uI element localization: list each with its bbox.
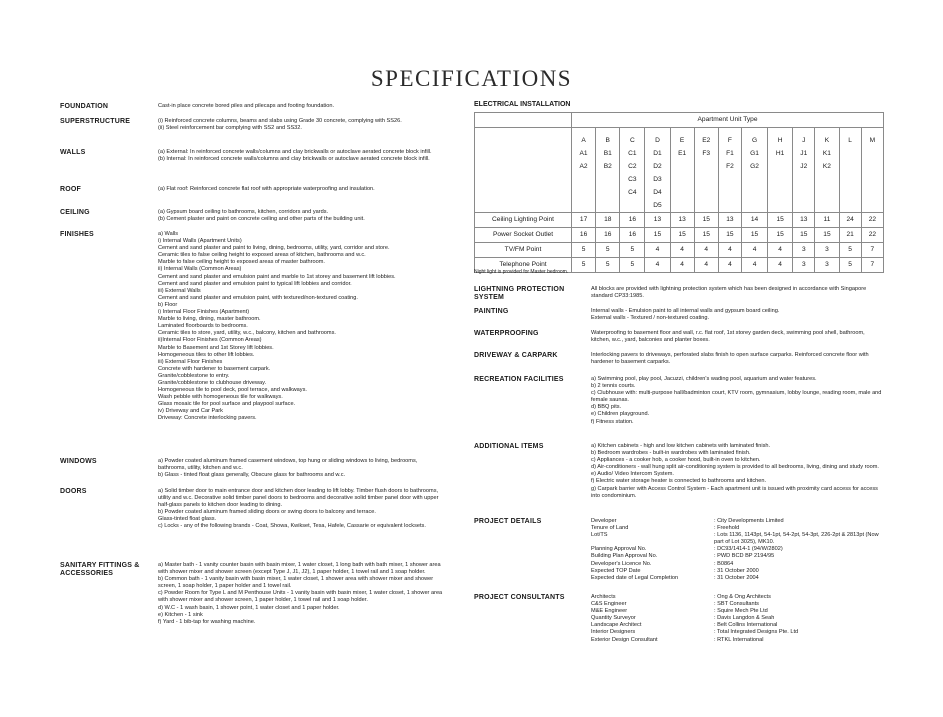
table-cell: 5 [596, 243, 620, 258]
unit-type-label: G2 [750, 163, 759, 170]
finish-line: Granite/cobblestone to entry. [158, 372, 230, 379]
table-cell: 15 [768, 213, 793, 228]
finish-line: Marble to false ceiling height to exposed areas of master bathroom. [158, 259, 325, 266]
unit-type-label: J2 [800, 163, 808, 170]
unit-type-label: F2 [726, 163, 734, 170]
unit-type-label: F3 [702, 150, 711, 157]
electrical-table [474, 112, 884, 273]
unit-type-cell [768, 128, 793, 213]
section-body [158, 231, 446, 423]
detail-key: Building Plan Approval No. [591, 553, 658, 560]
detail-key: C&S Engineer [591, 601, 627, 608]
table-cell: 14 [742, 213, 768, 228]
section-body: a) Master bath - 1 vanity counter basin with basin mixer, 1 water closet, 1 long bath with bath mixer, 1 shower area with shower mixer and shower screen (except Type J, J1, J2), 1 paper holder, 1 towel rail and 1 soap holder. b) Common bath - 1 vanity basin with basin mixer, 1 water closet, 1 shower area with shower mixer and shower screen, 1 soap holder, 1 paper holder and 1 towel rail. c) Powder Room for Type L and M Penthouse Units - 1 vanity basin with basin mixer, 1 water closet, 1 shower area with shower mixer and shower screen, 1 paper holder, 1 towel rail and 1 soap holder. d) W.C - 1 wash basin, 1 shower point, 1 water closet and 1 paper holder. e) Kitchen - 1 sink f) Yard - 1 bib-tap for washing machine. [158, 562, 443, 625]
detail-value: : Total Integrated Designs Pte. Ltd [714, 629, 799, 636]
section-label: WALLS [60, 149, 86, 156]
section-body [591, 594, 884, 644]
table-cell: 4 [694, 258, 718, 273]
detail-row [591, 561, 884, 568]
section-label: WINDOWS [60, 458, 97, 465]
unit-type-label: L [848, 137, 852, 144]
unit-type-label: D1 [653, 150, 662, 157]
section-body: (a) Flat roof: Reinforced concrete flat roof with appropriate waterproofing and insulation. [158, 186, 375, 192]
table-cell: 15 [694, 213, 718, 228]
section-body: Internal walls - Emulsion paint to all internal walls and gypsum board ceiling. External walls - Textured / non-textured coating. [591, 308, 780, 322]
detail-row [591, 594, 884, 601]
detail-row [591, 568, 884, 575]
section-label: LIGHTNING PROTECTION SYSTEM [474, 286, 565, 301]
finish-line: i) Internal Walls (Apartment Units) [158, 238, 242, 245]
unit-type-label: J1 [800, 150, 808, 157]
detail-key: Expected date of Legal Completion [591, 574, 679, 581]
detail-row [591, 553, 884, 560]
finish-line: b) Floor [158, 301, 178, 308]
unit-type-cell [815, 128, 839, 213]
detail-row [591, 622, 884, 629]
detail-key: Exterior Design Consultant [591, 636, 658, 643]
table-cell: 15 [670, 228, 694, 243]
detail-row [591, 546, 884, 553]
finish-line: iii) External Walls [158, 287, 201, 294]
unit-type-cell [793, 128, 815, 213]
unit-type-label: C [629, 137, 635, 144]
unit-type-label: K2 [822, 163, 831, 170]
detail-value: : Freehold [714, 525, 740, 532]
table-cell: 15 [768, 228, 793, 243]
finish-line: Cement and sand plaster and emulsion paint to typical lift lobbies and corridor. [158, 280, 352, 287]
row-label: Ceiling Lighting Point [475, 213, 572, 228]
section-body: a) Powder coated aluminum framed casement windows, top hung or sliding windows to living, bedrooms, bathrooms, utility, kitchen and w.c. b) Glass - tinted float glass generally, Obscure glass for bathrooms and w.c. [158, 458, 418, 479]
table-cell: 4 [694, 243, 718, 258]
finish-line: Glass mosaic tile for pool surface and playpool surface. [158, 401, 296, 408]
table-cell: 3 [815, 258, 839, 273]
detail-key: Tenure of Land [591, 525, 629, 532]
detail-row [591, 601, 884, 608]
table-cell: 5 [620, 258, 645, 273]
table-row [475, 243, 884, 258]
table-cell: 13 [645, 213, 670, 228]
table-row [475, 213, 884, 228]
section-body: (a) Gypsum board ceiling to bathrooms, kitchen, corridors and yards. (b) Cement plaster and paint on concrete ceiling and other parts of the building unit. [158, 209, 365, 223]
finish-line: Homogeneous tile to pool deck, pool terrace, and walkways. [158, 387, 307, 394]
electrical-note: Night light is provided for Master bedroom. [474, 269, 569, 275]
detail-value: : B0864 [714, 560, 734, 567]
row-label: Power Socket Outlet [475, 228, 572, 243]
unit-type-label: A1 [579, 150, 588, 157]
table-cell: 13 [718, 213, 741, 228]
section-body: Cast-in place concrete bored piles and pilecaps and footing foundation. [158, 103, 335, 109]
finish-line: Cement and sand plaster and emulsion paint and marble to 1st storey and basement lift lobbies. [158, 273, 396, 280]
unit-type-label: D [655, 137, 660, 144]
unit-type-label: H1 [775, 150, 785, 157]
detail-value: : Squire Mech Pte Ltd [714, 608, 768, 615]
finish-line: ii) Internal Walls (Common Areas) [158, 266, 242, 273]
section-label: DOORS [60, 488, 87, 495]
unit-type-label: C2 [628, 163, 637, 170]
unit-type-label: K [824, 137, 830, 144]
section-body: (i) Reinforced concrete columns, beams and slabs using Grade 30 concrete, complying with SS26. (ii) Steel reinforcement bar complying with SS2 and SS32. [158, 118, 402, 132]
table-cell: 5 [839, 258, 861, 273]
unit-type-label: D4 [653, 189, 662, 196]
unit-type-label: B1 [603, 150, 612, 157]
detail-row [591, 532, 884, 546]
finish-line: Cement and sand plaster and paint to living, dining, bedrooms, utility, yard, corridor and store. [158, 245, 390, 252]
table-cell: 5 [572, 243, 596, 258]
table-cell: 15 [793, 228, 815, 243]
finish-line: Laminated floorboards to bedrooms. [158, 323, 248, 330]
table-cell: 4 [742, 258, 768, 273]
detail-value: : PWD BCD BP 2194/95 [714, 553, 775, 560]
unit-type-label: E2 [702, 137, 711, 144]
table-row [475, 228, 884, 243]
table-cell: 22 [861, 228, 883, 243]
table-cell: 4 [742, 243, 768, 258]
finish-line: Ceramic tiles to false ceiling height to exposed areas of kitchen, bathrooms and w.c. [158, 252, 366, 259]
section-body: a) Swimming pool, play pool, Jacuzzi, children's wading pool, aquarium and water features. b) 2 tennis courts. c) Clubhouse with: multi-purpose hall/badminton court, KTV room, gymnasium, lobby lounge, reading room, male and female saunas. d) BBQ pits. e) Children playground. f) Fitness station. [591, 376, 882, 425]
section-body: a) Kitchen cabinets - high and low kitchen cabinets with laminated finish. b) Bedroom wardrobes - built-in wardrobes with laminated finish. c) Appliances - a cooker hob, a cooker hood, built-in oven to kitchen. d) Air-conditioners - wall hung split air-conditioning system is provided to all bedrooms, living, dining and study room. e) Audio/ Video Intercom System. f) Electric water storage heater is connected to bathrooms and kitchen. g) Carpark barrier with Access Control System - Each apartment unit is issued with proximity card access for access into condominium. [591, 443, 879, 499]
section-label: PROJECT DETAILS [474, 518, 542, 525]
finish-line: Cement and sand plaster and emulsion paint, with textured/non-textured coating. [158, 294, 358, 301]
unit-type-label: M [869, 137, 876, 144]
section-body: Waterproofing to basement floor and wall, r.c. flat roof, 1st storey garden deck, swimming pool shell, bathroom, kitchen, w.c., yard, balconies and planter boxes. [591, 330, 865, 344]
table-cell: 3 [815, 243, 839, 258]
table-cell: 17 [572, 213, 596, 228]
section-label: WATERPROOFING [474, 330, 539, 337]
unit-type-label: E [679, 137, 685, 144]
table-cell: 16 [596, 228, 620, 243]
unit-type-label: B2 [603, 163, 612, 170]
detail-value: : Ong & Ong Architects [714, 594, 771, 600]
unit-type-label: F1 [726, 150, 734, 157]
detail-key: Developer [591, 518, 617, 524]
table-cell: 5 [620, 243, 645, 258]
table-header-row [475, 113, 884, 128]
section-label: RECREATION FACILITIES [474, 376, 564, 383]
unit-type-cell [694, 128, 718, 213]
table-cell: 4 [645, 258, 670, 273]
detail-value: : Lots 1136, 1143pt, 54-1pt, 54-2pt, 54-3pt, 226-2pt & 2813pt (Now part of Lot 3025), MK10. [714, 532, 879, 546]
detail-key: Lot/TS [591, 532, 608, 539]
table-cell: 22 [861, 213, 883, 228]
detail-value: : 31 October 2000 [714, 567, 759, 574]
unit-type-label: G1 [750, 150, 759, 157]
unit-type-cell [670, 128, 694, 213]
detail-key: Interior Designers [591, 629, 636, 636]
table-cell: 24 [839, 213, 861, 228]
detail-key: Landscape Architect [591, 622, 642, 629]
finish-line: ii)Internal Floor Finishes (Common Areas) [158, 337, 262, 344]
unit-type-label: C4 [628, 189, 637, 196]
table-cell: 4 [670, 243, 694, 258]
unit-type-label: J [802, 137, 806, 144]
finish-line: Marble to Basement and 1st Storey lift lobbies. [158, 344, 274, 351]
row-label: Telephone Point [475, 258, 572, 273]
finish-line: Wash pebble with homogeneous tile for walkways. [158, 394, 283, 401]
section-electrical [474, 101, 884, 281]
table-cell: 16 [620, 228, 645, 243]
detail-row [591, 615, 884, 622]
detail-value: : SBT Consultants [714, 601, 759, 608]
unit-type-cell [645, 128, 670, 213]
finish-line: a) Walls [158, 231, 178, 237]
detail-row [591, 629, 884, 636]
table-cell: 7 [861, 258, 883, 273]
unit-type-label: H [777, 137, 783, 144]
detail-key: M&E Engineer [591, 608, 628, 615]
finish-line: Homogeneous tiles to other lift lobbies. [158, 351, 255, 358]
detail-value: : DC93/1414-1 (94/W/2802) [714, 546, 783, 553]
unit-type-cell [718, 128, 741, 213]
section-body: (a) External: In reinforced concrete walls/columns and clay brickwalls or autoclave aerated concrete block infill. (b) Internal: In reinforced concrete walls/columns and clay brickwalls or autoclave aerated concrete block infill. [158, 149, 432, 163]
table-cell: 16 [620, 213, 645, 228]
detail-value: : Belt Collins International [714, 622, 778, 629]
table-cell: 15 [815, 228, 839, 243]
unit-type-cell [861, 128, 883, 213]
finish-line: iv) Driveway and Car Park [158, 408, 223, 415]
detail-key: Developer's Licence No. [591, 560, 652, 567]
table-cell: 5 [839, 243, 861, 258]
unit-type-cell [742, 128, 768, 213]
unit-type-cell [620, 128, 645, 213]
section-body: a) Solid timber door to main entrance door and kitchen door leading to lift lobby. Timber flush doors to bathrooms, utility and w.c. Decorative solid timber panel doors to bedrooms and decorative solid timber panel door with upper half-glass panels to kitchen door leading to dining. b) Powder coated aluminum framed sliding doors or swing doors to balcony and terrace. Glass-tinted float glass. c) Locks - any of the following brands - Coat, Showa, Kwikset, Tesa, Hafele, Cassarie or equivalent locksets. [158, 488, 439, 530]
detail-value: : City Developments Limited [714, 518, 784, 524]
section-label: SUPERSTRUCTURE [60, 118, 131, 125]
unit-type-header: Apartment Unit Type [572, 113, 884, 128]
electrical-title: ELECTRICAL INSTALLATION [474, 101, 571, 108]
unit-type-cell [839, 128, 861, 213]
unit-type-cell [596, 128, 620, 213]
table-cell: 13 [670, 213, 694, 228]
section-label: DRIVEWAY & CARPARK [474, 352, 558, 359]
table-cell: 16 [572, 228, 596, 243]
table-cell: 4 [718, 243, 741, 258]
table-cell: 15 [742, 228, 768, 243]
section-label: ROOF [60, 186, 82, 193]
table-cell: 18 [596, 213, 620, 228]
unit-type-label: G [751, 137, 758, 144]
table-cell: 3 [793, 258, 815, 273]
row-label: TV/FM Point [475, 243, 572, 258]
table-cell: 4 [645, 243, 670, 258]
finish-line: Ceramic tiles to store, yard, utility, w.c., balcony, kitchen and bathrooms. [158, 330, 336, 337]
unit-type-label: B [605, 137, 610, 144]
table-cell: 5 [596, 258, 620, 273]
table-cell: 21 [839, 228, 861, 243]
unit-type-label: D3 [653, 176, 662, 183]
table-cell: 15 [645, 228, 670, 243]
section-label: PROJECT CONSULTANTS [474, 594, 565, 601]
section-body: Interlocking pavers to driveways, perforated slabs finish to open surface carparks. Reinforced concrete floor with hardener to basement carparks. [591, 352, 869, 366]
table-cell: 15 [718, 228, 741, 243]
section-body: All blocks are provided with lightning protection system which has been designed in accordance with Singapore standard CP33:1985. [591, 286, 867, 300]
finish-line: i) Internal Floor Finishes (Apartment) [158, 309, 250, 316]
finish-line: Driveway: Concrete interlocking pavers. [158, 415, 257, 422]
detail-key: Expected TOP Date [591, 567, 641, 574]
table-cell: 7 [861, 243, 883, 258]
table-cell: 4 [768, 258, 793, 273]
detail-value: : Davis Langdon & Seah [714, 615, 775, 622]
unit-type-label: F [727, 137, 732, 144]
detail-value: : RTKL International [714, 636, 764, 643]
section-label: PAINTING [474, 308, 509, 315]
detail-key: Planning Approval No. [591, 546, 647, 553]
table-cell: 4 [718, 258, 741, 273]
unit-type-label: C3 [628, 176, 637, 183]
section-label: ADDITIONAL ITEMS [474, 443, 544, 450]
table-cell: 5 [572, 258, 596, 273]
finish-line: Marble to living, dining, master bathroom. [158, 316, 261, 323]
finish-line: Concrete with hardener to basement carpark. [158, 365, 271, 372]
page-title: SPECIFICATIONS [370, 66, 573, 91]
unit-type-label: K1 [822, 150, 831, 157]
detail-row [591, 608, 884, 615]
table-cell: 4 [768, 243, 793, 258]
unit-type-label: C1 [628, 150, 637, 157]
detail-row [591, 525, 884, 532]
unit-type-label: A2 [579, 163, 588, 170]
table-cell: 4 [670, 258, 694, 273]
detail-row [591, 518, 884, 525]
section-label: SANITARY FITTINGS & ACCESSORIES [60, 562, 140, 577]
table-cell: 3 [793, 243, 815, 258]
table-cell: 15 [694, 228, 718, 243]
finish-line: Granite/cobblestone to clubhouse driveway. [158, 379, 267, 386]
unit-types-row [475, 128, 884, 213]
table-cell: 11 [815, 213, 839, 228]
section-label: FINISHES [60, 231, 94, 238]
detail-key: Architects [591, 594, 616, 600]
finish-line: iii) External Floor Finishes [158, 358, 223, 365]
detail-row [591, 637, 884, 644]
unit-type-cell [572, 128, 596, 213]
unit-type-label: E1 [678, 150, 687, 157]
detail-value: : 31 October 2004 [714, 574, 759, 581]
section-label: FOUNDATION [60, 103, 109, 110]
detail-row [591, 575, 884, 582]
table-cell: 13 [793, 213, 815, 228]
unit-type-label: A [581, 137, 586, 144]
section-body [591, 518, 884, 582]
detail-key: Quantity Surveyor [591, 615, 636, 622]
unit-type-label: D2 [653, 163, 662, 170]
section-label: CEILING [60, 209, 90, 216]
unit-type-label: D5 [653, 202, 662, 209]
